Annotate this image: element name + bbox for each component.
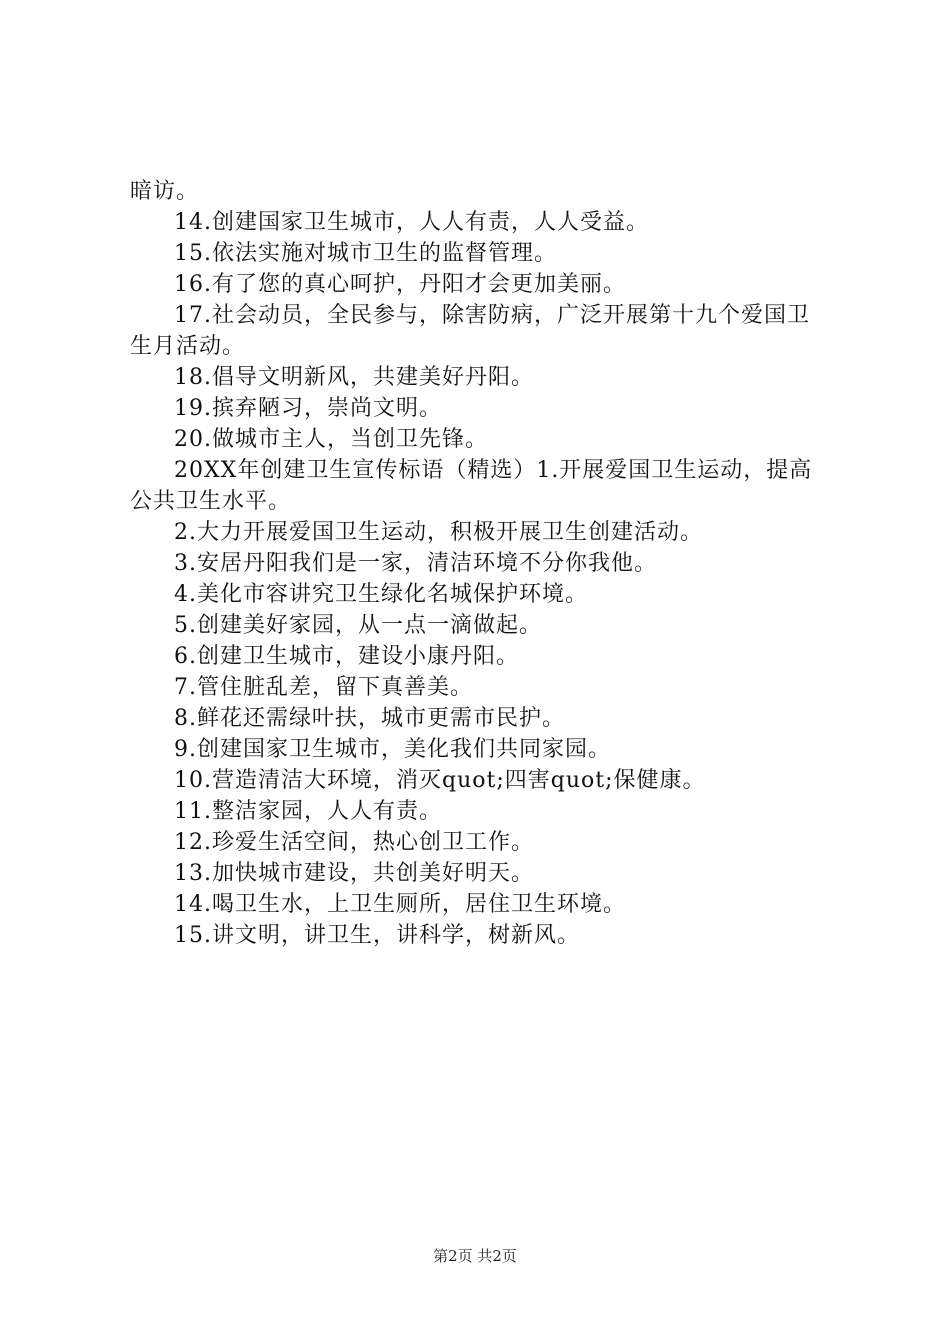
slogan-item: 19.摈弃陋习，崇尚文明。	[174, 396, 442, 421]
slogan-item: 17.社会动员，全民参与，除害防病，广泛开展第十九个爱国卫生月活动。	[130, 303, 810, 359]
section-heading-paragraph: 20XX年创建卫生宣传标语（精选）1.开展爱国卫生运动，提高公共卫生水平。	[130, 458, 813, 514]
slogan-item: 5.创建美好家园，从一点一滴做起。	[174, 613, 542, 638]
slogan-item: 14.喝卫生水，上卫生厕所，居住卫生环境。	[174, 892, 626, 917]
slogan-item: 4.美化市容讲究卫生绿化名城保护环境。	[174, 582, 588, 607]
slogan-item: 13.加快城市建设，共创美好明天。	[174, 861, 534, 886]
slogan-item: 14.创建国家卫生城市，人人有责，人人受益。	[174, 210, 649, 235]
slogan-item: 8.鲜花还需绿叶扶，城市更需市民护。	[174, 706, 565, 731]
slogan-item: 15.讲文明，讲卫生，讲科学，树新风。	[174, 923, 580, 948]
slogan-item: 12.珍爱生活空间，热心创卫工作。	[174, 830, 534, 855]
slogan-item: 7.管住脏乱差，留下真善美。	[174, 675, 473, 700]
slogan-item: 15.依法实施对城市卫生的监督管理。	[174, 241, 557, 266]
page-number-footer: 第2页 共2页	[433, 1247, 517, 1265]
slogan-item: 20.做城市主人，当创卫先锋。	[174, 427, 488, 452]
slogan-item: 3.安居丹阳我们是一家，清洁环境不分你我他。	[174, 551, 657, 576]
slogan-item: 9.创建国家卫生城市，美化我们共同家园。	[174, 737, 611, 762]
slogan-item: 10.营造清洁大环境，消灭quot;四害quot;保健康。	[174, 768, 706, 793]
document-body	[130, 176, 830, 951]
slogan-item: 11.整洁家园，人人有责。	[174, 799, 442, 824]
slogan-item: 6.创建卫生城市，建设小康丹阳。	[174, 644, 519, 669]
slogan-item: 18.倡导文明新风，共建美好丹阳。	[174, 365, 534, 390]
slogan-item: 2.大力开展爱国卫生运动，积极开展卫生创建活动。	[174, 520, 703, 545]
slogan-item: 16.有了您的真心呵护，丹阳才会更加美丽。	[174, 272, 626, 297]
paragraph: 暗访。	[130, 179, 200, 204]
